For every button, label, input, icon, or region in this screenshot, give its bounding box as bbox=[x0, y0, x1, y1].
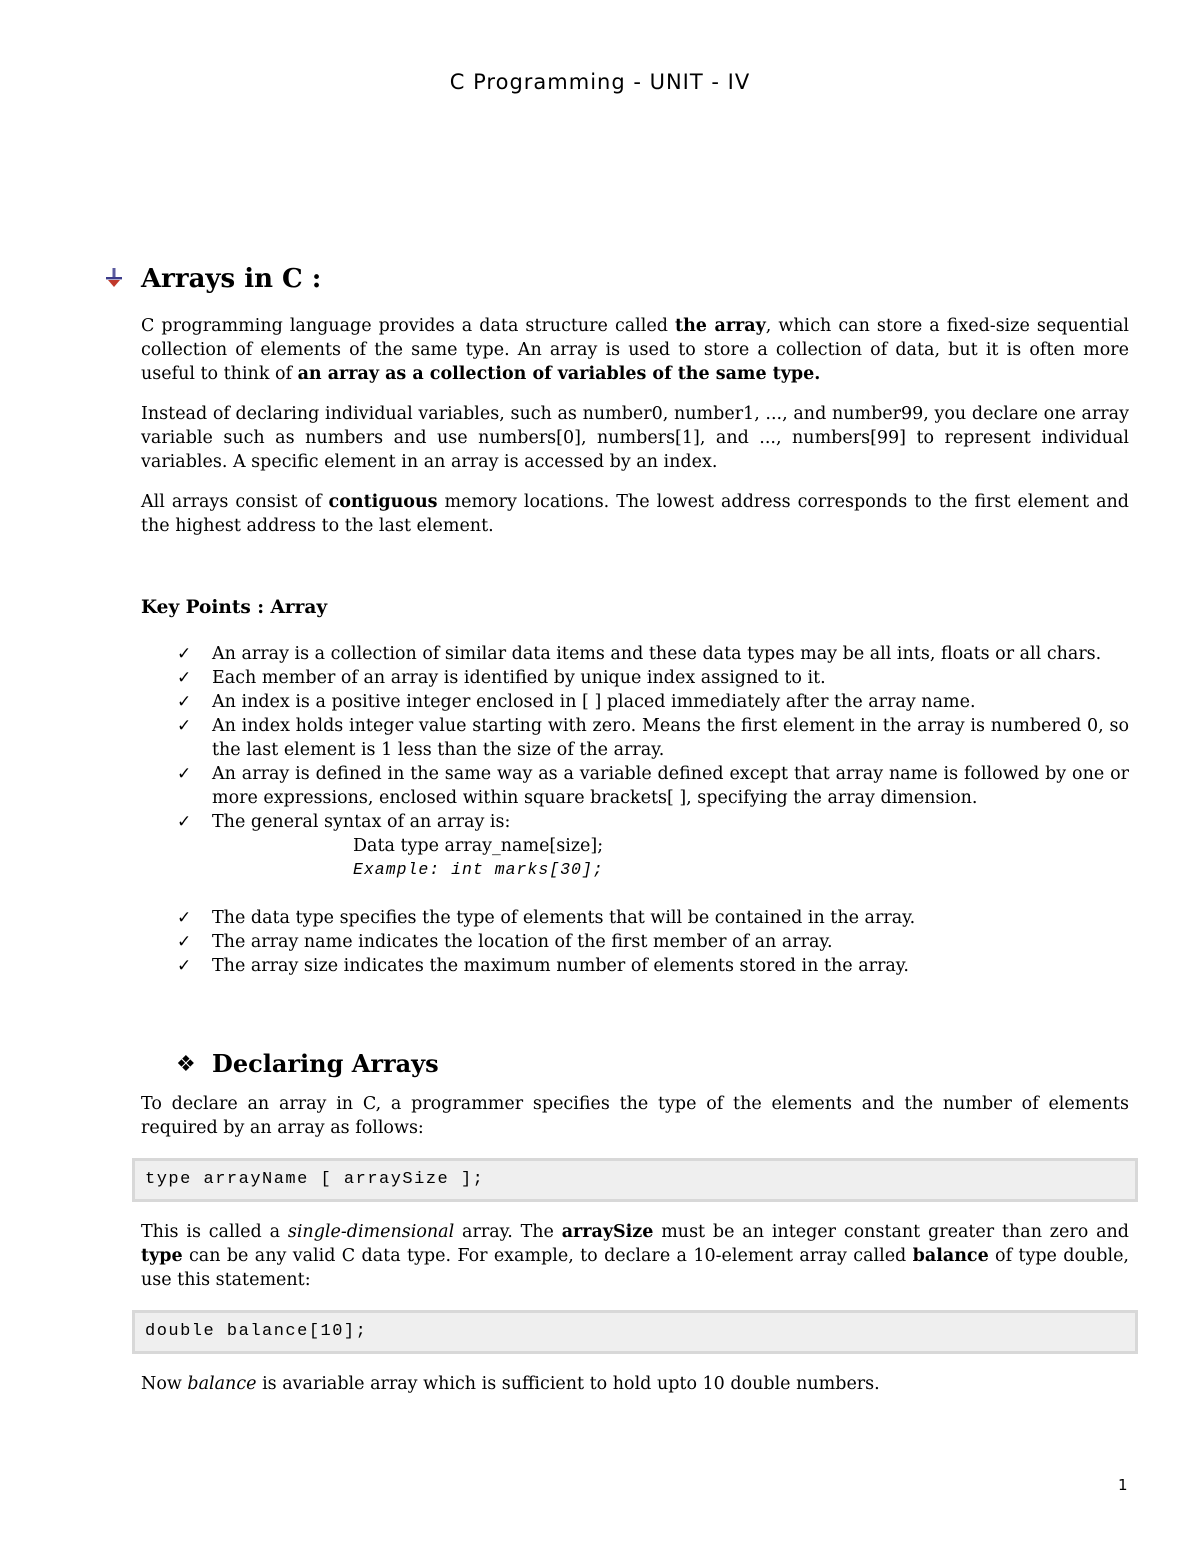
check-icon: ✓ bbox=[177, 932, 192, 952]
diamond-bullet-icon: ❖ bbox=[176, 1052, 196, 1077]
section-heading-declaring-arrays bbox=[176, 1048, 1129, 1080]
arrow-down-icon bbox=[105, 268, 123, 288]
list-item: ✓ An index holds integer value starting with zero. Means the first element in the array is numbered 0, so the last element is 1 less than the size of the array. bbox=[177, 716, 1129, 760]
page-number: 1 bbox=[1118, 1476, 1128, 1494]
paragraph-declaring-variables: Instead of declaring individual variables, such as number0, number1, ..., and number99, you declare one array variable such as numbers and use numbers[0], numbers[1], and ..., numbers[99] to represent individual variables. A specific element in an array is accessed by an index. bbox=[141, 404, 1129, 472]
heading-text: Arrays in C : bbox=[141, 264, 322, 294]
syntax-example: Example: int marks[30]; bbox=[353, 860, 604, 879]
list-item: ✓ The array size indicates the maximum number of elements stored in the array. bbox=[177, 956, 909, 976]
list-item: ✓ The general syntax of an array is: bbox=[177, 812, 511, 832]
paragraph-balance: Now balance is avariable array which is sufficient to hold upto 10 double numbers. bbox=[141, 1374, 880, 1394]
key-points-list-continued bbox=[141, 906, 1129, 978]
check-icon: ✓ bbox=[177, 764, 192, 784]
paragraph-single-dimensional: This is called a single-dimensional array. The arraySize must be an integer constant greater than zero and type can be any valid C data type. For example, to declare a 10-element array called balance of type double, use this statement: bbox=[141, 1222, 1130, 1290]
key-points-list bbox=[141, 642, 1129, 834]
check-icon: ✓ bbox=[177, 908, 192, 928]
heading-text: Declaring Arrays bbox=[212, 1049, 439, 1078]
document-body bbox=[141, 262, 1129, 1396]
syntax-block bbox=[141, 834, 1129, 882]
paragraph-declare-intro: To declare an array in C, a programmer specifies the type of the elements and the number of elements required by an array as follows: bbox=[141, 1094, 1129, 1138]
page-header: C Programming - UNIT - IV bbox=[449, 70, 751, 94]
code-block-balance: double balance[10]; bbox=[132, 1310, 1138, 1354]
check-icon: ✓ bbox=[177, 812, 192, 832]
list-item: ✓ An array is defined in the same way as a variable defined except that array name is followed by one or more expressions, enclosed within square brackets[ ], specifying the array dimension. bbox=[177, 764, 1129, 808]
paragraph-intro: C programming language provides a data structure called the array, which can store a fixed-size sequential collection of elements of the same type. An array is used to store a collection of data, but it is often more useful to think of an array as a collection of variables of the same type. bbox=[141, 316, 1129, 384]
code-block-declaration: type arrayName [ arraySize ]; bbox=[132, 1158, 1138, 1202]
check-icon: ✓ bbox=[177, 716, 192, 736]
list-item: ✓ The array name indicates the location of the first member of an array. bbox=[177, 932, 833, 952]
list-item: ✓ The data type specifies the type of elements that will be contained in the array. bbox=[177, 908, 916, 928]
check-icon: ✓ bbox=[177, 956, 192, 976]
check-icon: ✓ bbox=[177, 692, 192, 712]
check-icon: ✓ bbox=[177, 644, 192, 664]
paragraph-contiguous: All arrays consist of contiguous memory locations. The lowest address corresponds to the first element and the highest address to the last element. bbox=[141, 492, 1129, 536]
list-item: ✓ An array is a collection of similar data items and these data types may be all ints, floats or all chars. bbox=[177, 644, 1102, 664]
list-item: ✓ Each member of an array is identified by unique index assigned to it. bbox=[177, 668, 826, 688]
list-item: ✓ An index is a positive integer enclosed in [ ] placed immediately after the array name. bbox=[177, 692, 976, 712]
check-icon: ✓ bbox=[177, 668, 192, 688]
syntax-line: Data type array_name[size]; bbox=[353, 836, 604, 856]
key-points-title: Key Points : Array bbox=[141, 597, 328, 618]
section-heading-arrays bbox=[141, 262, 1129, 296]
